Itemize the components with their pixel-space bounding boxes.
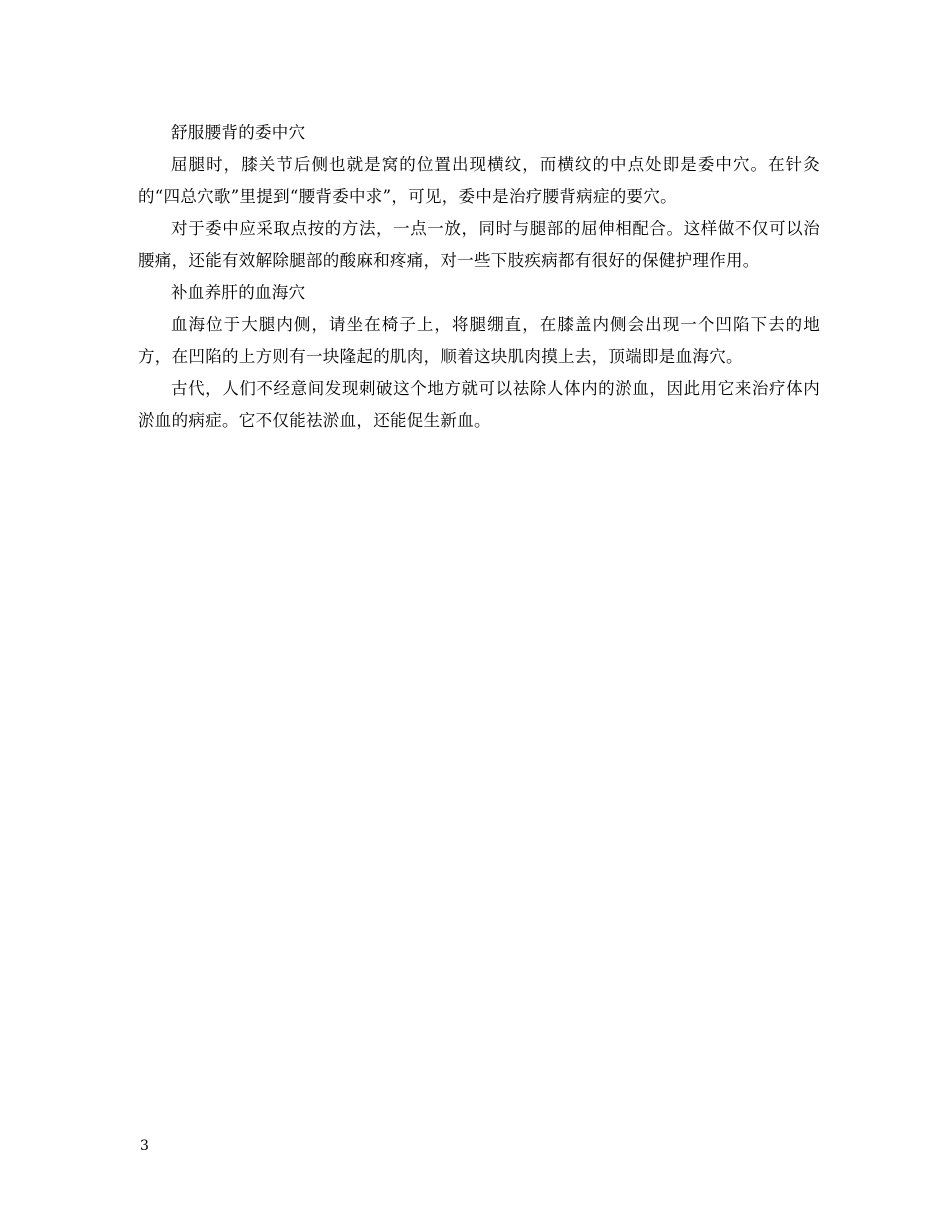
- paragraph-xuehai-location: 血海位于大腿内侧，请坐在椅子上，将腿绷直，在膝盖内侧会出现一个凹陷下去的地方，在凹陷的上方则有一块隆起的肌肉，顺着这块肌肉摸上去，顶端即是血海穴。: [138, 315, 820, 366]
- page-number: 3: [140, 1138, 149, 1154]
- paragraph-weizhong-method: 对于委中应采取点按的方法，一点一放，同时与腿部的屈伸相配合。这样做不仅可以治腰痛，还能有效解除腿部的酸麻和疼痛，对一些下肢疾病都有很好的保健护理作用。: [138, 219, 820, 270]
- section-heading-xuehai: 补血养肝的血海穴: [171, 283, 306, 302]
- document-body: [138, 117, 820, 437]
- section-heading-weizhong: 舒服腰背的委中穴: [171, 123, 306, 142]
- paragraph-xuehai-history: 古代，人们不经意间发现刺破这个地方就可以祛除人体内的淤血，因此用它来治疗体内淤血的病症。它不仅能祛淤血，还能促生新血。: [138, 379, 820, 430]
- paragraph-weizhong-location: 屈腿时，膝关节后侧也就是窝的位置出现横纹，而横纹的中点处即是委中穴。在针灸的“四总穴歌”里提到“腰背委中求”，可见，委中是治疗腰背病症的要穴。: [138, 155, 820, 206]
